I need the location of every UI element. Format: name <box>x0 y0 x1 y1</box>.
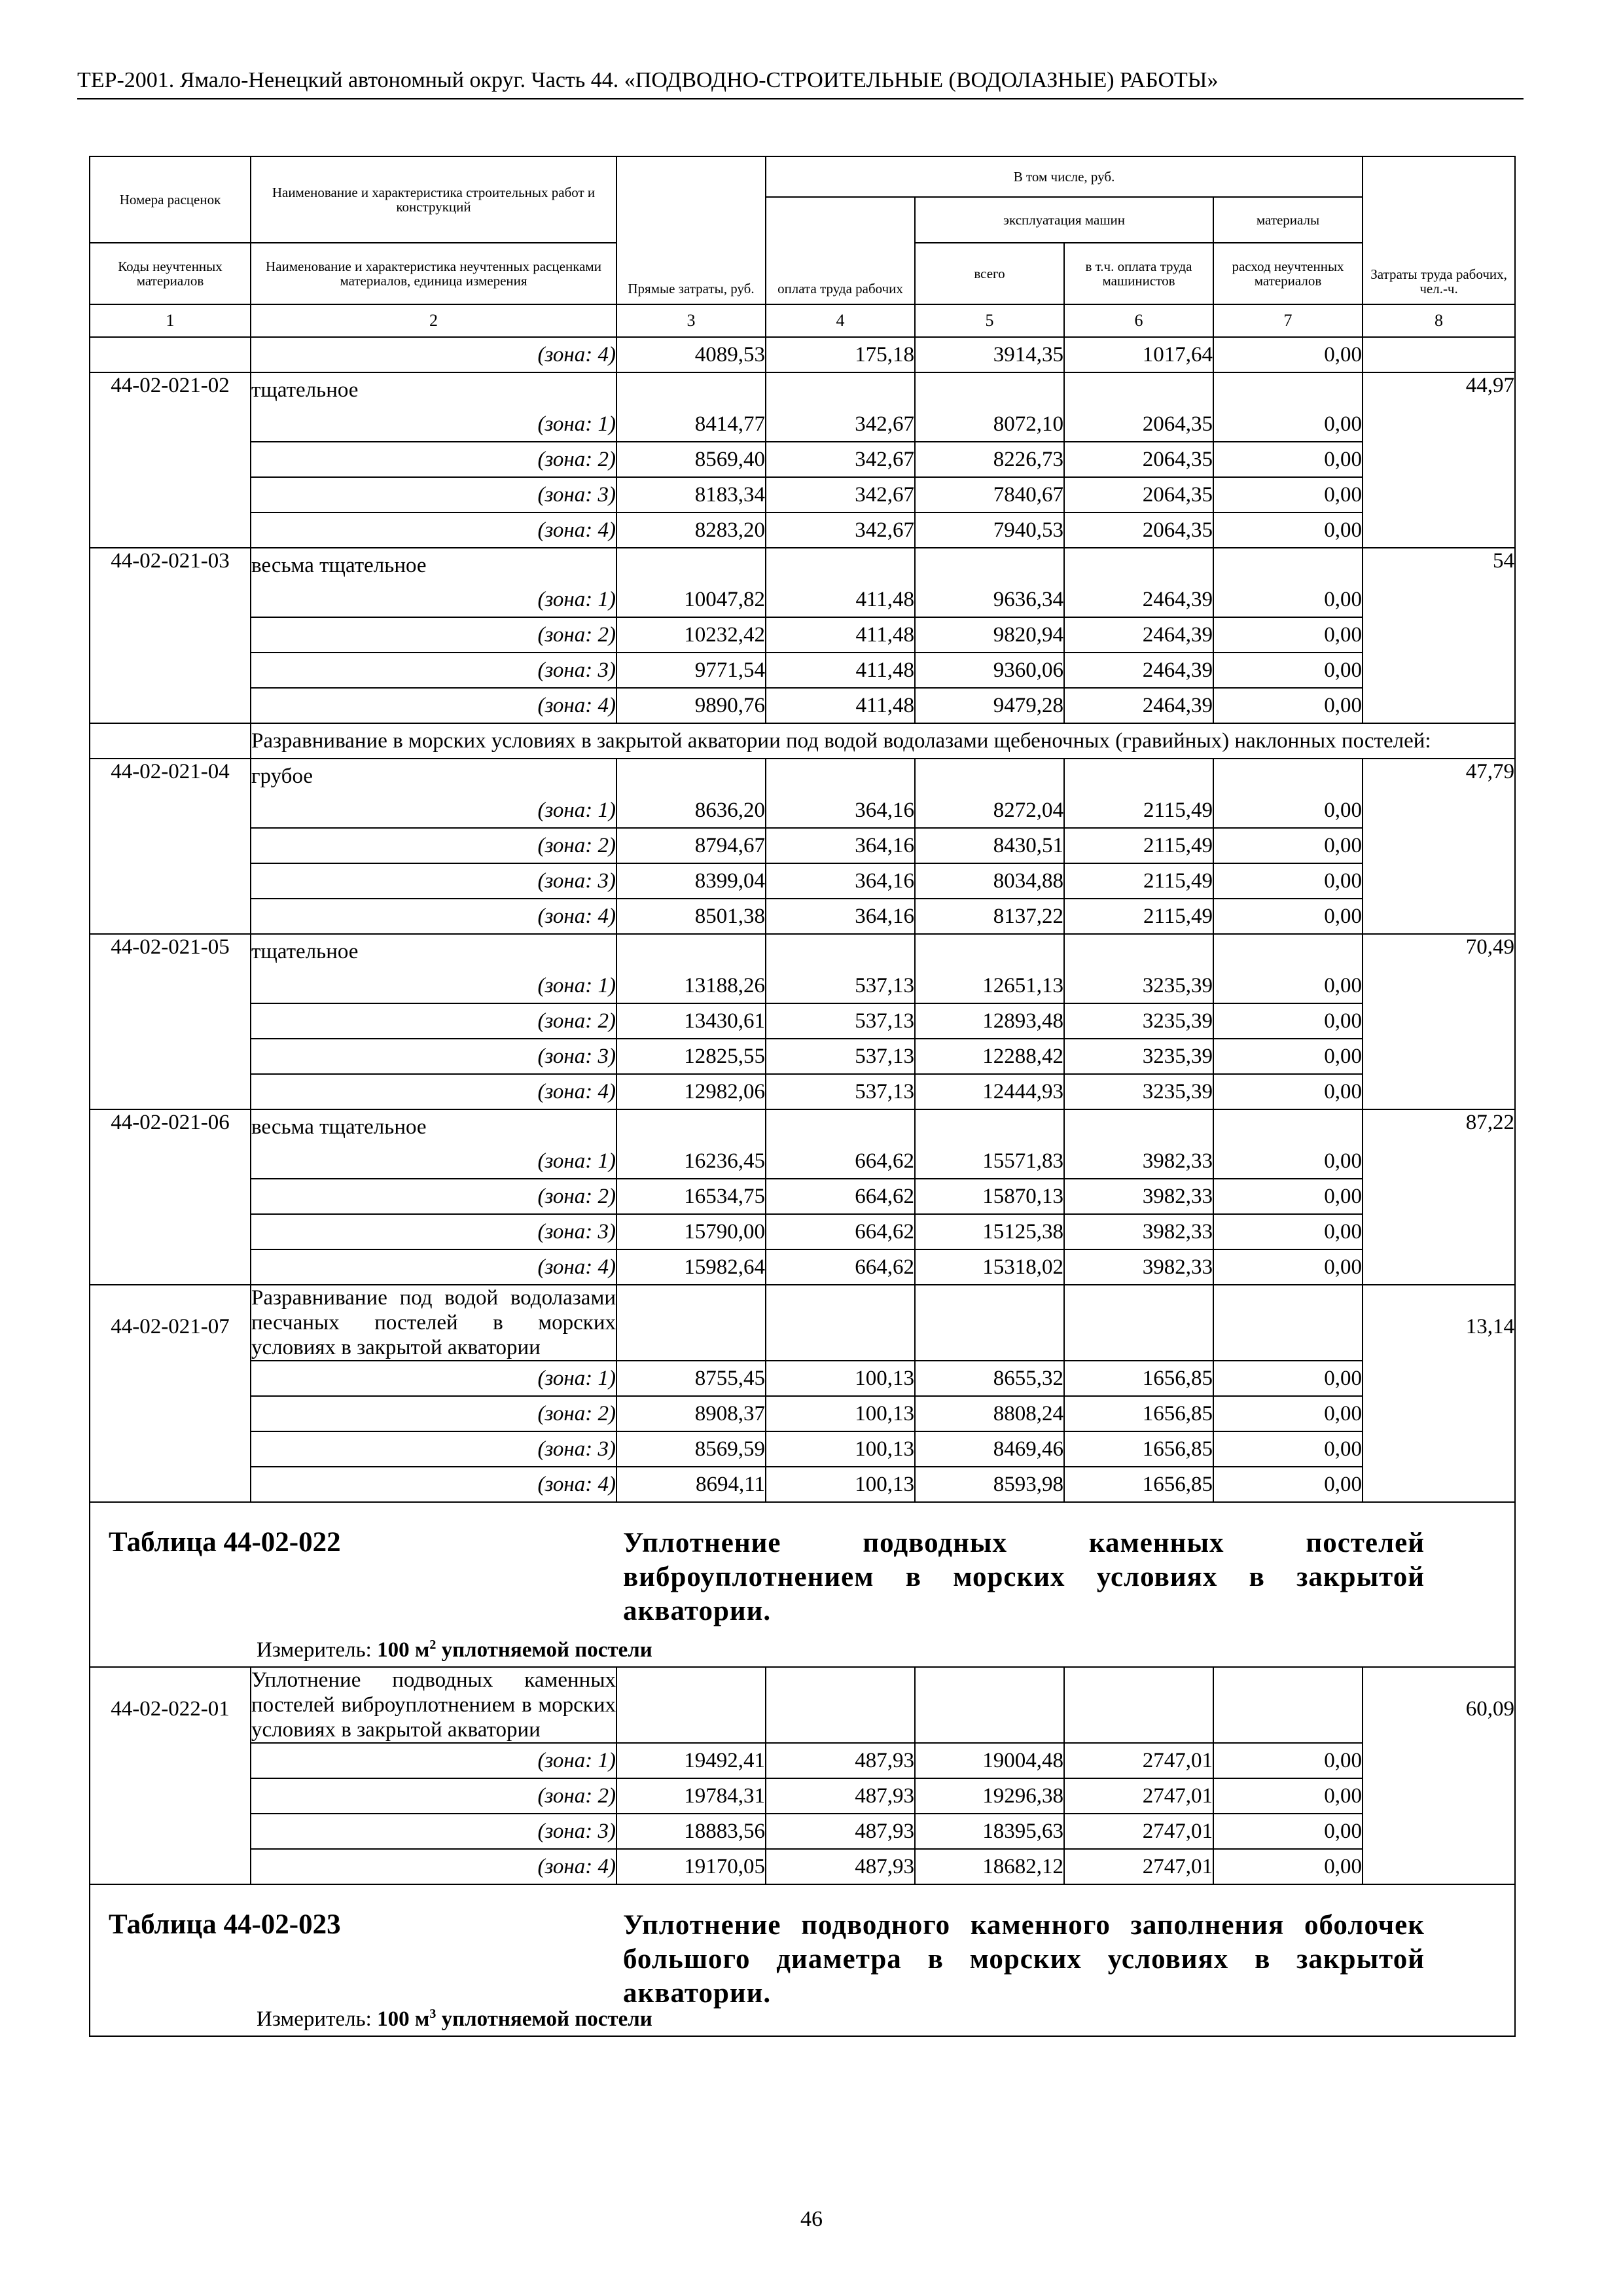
materials-cost: 0,00 <box>1213 583 1363 617</box>
machines-total: 18395,63 <box>915 1814 1064 1849</box>
zone-label: (зона: 1) <box>251 583 616 617</box>
column-numbers-row <box>90 304 1515 337</box>
labor-cost: 54 <box>1363 548 1515 723</box>
table-number: Таблица 44-02-022 <box>109 1527 341 1558</box>
materials-cost: 0,00 <box>1213 863 1363 899</box>
page-number: 46 <box>800 2207 823 2231</box>
zone-label: (зона: 3) <box>251 1814 616 1849</box>
machines-total: 18682,12 <box>915 1849 1064 1884</box>
materials-cost: 0,00 <box>1213 969 1363 1003</box>
table-row <box>90 1743 1515 1778</box>
machines-total: 15571,83 <box>915 1144 1064 1179</box>
table-row <box>90 1396 1515 1431</box>
zone-label: (зона: 2) <box>251 617 616 653</box>
rate-code: 44-02-022-01 <box>90 1667 251 1884</box>
zone-label: (зона: 4) <box>251 688 616 723</box>
table-heading-row <box>90 1884 1515 2036</box>
machinist-pay: 1656,85 <box>1064 1431 1213 1467</box>
labor-pay: 664,62 <box>766 1144 915 1179</box>
direct-costs: 8694,11 <box>616 1467 766 1502</box>
direct-costs: 19170,05 <box>616 1849 766 1884</box>
materials-cost: 0,00 <box>1213 793 1363 828</box>
table-row <box>90 759 1515 793</box>
machinist-pay: 2464,39 <box>1064 653 1213 688</box>
direct-costs: 13430,61 <box>616 1003 766 1039</box>
direct-costs: 8399,04 <box>616 863 766 899</box>
col2-header-top: Наименование и характеристика строительных работ и конструкций <box>251 156 616 243</box>
direct-costs: 19492,41 <box>616 1743 766 1778</box>
table-row <box>90 1144 1515 1179</box>
machinist-pay: 1017,64 <box>1064 337 1213 372</box>
table-row <box>90 1431 1515 1467</box>
zone-label: (зона: 1) <box>251 1361 616 1396</box>
materials-cost: 0,00 <box>1213 1179 1363 1214</box>
col5-header: всего <box>915 243 1064 304</box>
labor-pay: 342,67 <box>766 477 915 512</box>
col8-header: Затраты труда рабочих, чел.-ч. <box>1363 156 1515 304</box>
labor-pay: 342,67 <box>766 512 915 548</box>
machines-total: 15870,13 <box>915 1179 1064 1214</box>
col2-header-bottom: Наименование и характеристика неучтенных расценками материалов, единица измерения <box>251 243 616 304</box>
col6-header: в т.ч. оплата труда машинистов <box>1064 243 1213 304</box>
machinist-pay: 2747,01 <box>1064 1814 1213 1849</box>
table-number: Таблица 44-02-023 <box>109 1909 341 1940</box>
table-row <box>90 617 1515 653</box>
direct-costs: 8794,67 <box>616 828 766 863</box>
table-row <box>90 548 1515 583</box>
table-row <box>90 407 1515 442</box>
zone-label: (зона: 2) <box>251 1003 616 1039</box>
materials-cost: 0,00 <box>1213 1743 1363 1778</box>
zone-label: (зона: 4) <box>251 512 616 548</box>
labor-cost: 60,09 <box>1363 1667 1515 1884</box>
materials-cost: 0,00 <box>1213 653 1363 688</box>
materials-cost: 0,00 <box>1213 442 1363 477</box>
machinist-pay: 3235,39 <box>1064 969 1213 1003</box>
section-row <box>90 723 1515 759</box>
machines-total: 9360,06 <box>915 653 1064 688</box>
machines-total: 12288,42 <box>915 1039 1064 1074</box>
column-number: 5 <box>915 304 1064 337</box>
materials-cost: 0,00 <box>1213 1074 1363 1109</box>
zone-label: (зона: 2) <box>251 1396 616 1431</box>
machinist-pay: 3982,33 <box>1064 1214 1213 1249</box>
machinist-pay: 1656,85 <box>1064 1467 1213 1502</box>
machinist-pay: 2747,01 <box>1064 1743 1213 1778</box>
table-row <box>90 793 1515 828</box>
section-heading: Разравнивание в морских условиях в закрытой акватории под водой водолазами щебеночных (гравийных) наклонных постелей: <box>251 723 1515 759</box>
labor-pay: 537,13 <box>766 1003 915 1039</box>
col4-header: оплата труда рабочих <box>766 197 915 304</box>
labor-pay: 664,62 <box>766 1214 915 1249</box>
direct-costs: 8414,77 <box>616 407 766 442</box>
machines-total: 15318,02 <box>915 1249 1064 1285</box>
table-row <box>90 1074 1515 1109</box>
table-row <box>90 1814 1515 1849</box>
labor-cost: 13,14 <box>1363 1285 1515 1502</box>
machinist-pay: 2464,39 <box>1064 617 1213 653</box>
materials-cost: 0,00 <box>1213 828 1363 863</box>
rate-name: грубое <box>251 759 616 793</box>
table-row <box>90 583 1515 617</box>
zone-label: (зона: 4) <box>251 1467 616 1502</box>
materials-cost: 0,00 <box>1213 477 1363 512</box>
direct-costs: 15790,00 <box>616 1214 766 1249</box>
direct-costs: 15982,64 <box>616 1249 766 1285</box>
zone-label: (зона: 4) <box>251 1249 616 1285</box>
rate-code: 44-02-021-05 <box>90 934 251 1109</box>
col3-header: Прямые затраты, руб. <box>616 156 766 304</box>
machinist-pay: 3982,33 <box>1064 1249 1213 1285</box>
table-row <box>90 372 1515 407</box>
machines-total: 9636,34 <box>915 583 1064 617</box>
machinist-pay: 2747,01 <box>1064 1849 1213 1884</box>
table-row <box>90 1849 1515 1884</box>
materials-cost: 0,00 <box>1213 1431 1363 1467</box>
machines-total: 7840,67 <box>915 477 1064 512</box>
direct-costs: 8908,37 <box>616 1396 766 1431</box>
machinist-pay: 2064,35 <box>1064 407 1213 442</box>
zone-label: (зона: 2) <box>251 1179 616 1214</box>
zone-label: (зона: 3) <box>251 653 616 688</box>
machinist-pay: 2115,49 <box>1064 899 1213 934</box>
table-row <box>90 899 1515 934</box>
group-header: В том числе, руб. <box>766 156 1363 197</box>
rate-name: Уплотнение подводных каменных постелей виброуплотнением в морских условиях в закрытой акватории <box>251 1668 616 1742</box>
direct-costs: 10232,42 <box>616 617 766 653</box>
rate-name: весьма тщательное <box>251 548 616 583</box>
materials-cost: 0,00 <box>1213 337 1363 372</box>
zone-label: (зона: 1) <box>251 969 616 1003</box>
table-row <box>90 1003 1515 1039</box>
machines-total: 8272,04 <box>915 793 1064 828</box>
labor-pay: 342,67 <box>766 442 915 477</box>
zone-label: (зона: 1) <box>251 1743 616 1778</box>
materials-cost: 0,00 <box>1213 1814 1363 1849</box>
machines-total: 19004,48 <box>915 1743 1064 1778</box>
labor-pay: 364,16 <box>766 793 915 828</box>
materials-cost: 0,00 <box>1213 1467 1363 1502</box>
zone-label: (зона: 4) <box>251 1074 616 1109</box>
rates-table <box>89 156 1516 2037</box>
running-header: ТЕР-2001. Ямало-Ненецкий автономный округ. Часть 44. «ПОДВОДНО-СТРОИТЕЛЬНЫЕ (ВОДОЛАЗНЫЕ) РАБОТЫ» <box>77 68 1524 99</box>
table-row <box>90 1778 1515 1814</box>
table-row <box>90 512 1515 548</box>
zone-label: (зона: 1) <box>251 407 616 442</box>
table-row <box>90 1467 1515 1502</box>
zone-label: (зона: 3) <box>251 1039 616 1074</box>
rate-code: 44-02-021-02 <box>90 372 251 548</box>
labor-pay: 411,48 <box>766 617 915 653</box>
direct-costs: 19784,31 <box>616 1778 766 1814</box>
materials-cost: 0,00 <box>1213 1396 1363 1431</box>
labor-pay: 364,16 <box>766 899 915 934</box>
direct-costs: 10047,82 <box>616 583 766 617</box>
direct-costs: 9771,54 <box>616 653 766 688</box>
table-row <box>90 1285 1515 1361</box>
table-row <box>90 1249 1515 1285</box>
machines-total: 8808,24 <box>915 1396 1064 1431</box>
table-row <box>90 442 1515 477</box>
labor-pay: 364,16 <box>766 863 915 899</box>
column-number: 2 <box>251 304 616 337</box>
zone-label: (зона: 4) <box>251 899 616 934</box>
zone-label: (зона: 4) <box>251 1849 616 1884</box>
direct-costs: 13188,26 <box>616 969 766 1003</box>
machinist-pay: 1656,85 <box>1064 1396 1213 1431</box>
zone-label: (зона: 3) <box>251 1214 616 1249</box>
table-row <box>90 1109 1515 1144</box>
labor-cost: 44,97 <box>1363 372 1515 548</box>
labor-pay: 411,48 <box>766 688 915 723</box>
machines-total: 9820,94 <box>915 617 1064 653</box>
direct-costs: 16236,45 <box>616 1144 766 1179</box>
machines-total: 19296,38 <box>915 1778 1064 1814</box>
materials-cost: 0,00 <box>1213 1144 1363 1179</box>
machines-total: 8034,88 <box>915 863 1064 899</box>
zone-label: (зона: 2) <box>251 442 616 477</box>
materials-cost: 0,00 <box>1213 1214 1363 1249</box>
rate-name: весьма тщательное <box>251 1109 616 1144</box>
table-row <box>90 1667 1515 1743</box>
rate-name: тщательное <box>251 372 616 407</box>
materials-cost: 0,00 <box>1213 1003 1363 1039</box>
direct-costs: 4089,53 <box>616 337 766 372</box>
table-row <box>90 934 1515 969</box>
zone-label: (зона: 2) <box>251 1778 616 1814</box>
zone-label: (зона: 1) <box>251 1144 616 1179</box>
machinist-pay: 2064,35 <box>1064 512 1213 548</box>
direct-costs: 8183,34 <box>616 477 766 512</box>
machines-total: 8137,22 <box>915 899 1064 934</box>
direct-costs: 9890,76 <box>616 688 766 723</box>
machinist-pay: 3235,39 <box>1064 1074 1213 1109</box>
machinist-pay: 2115,49 <box>1064 793 1213 828</box>
machines-total: 3914,35 <box>915 337 1064 372</box>
machinist-pay: 2115,49 <box>1064 828 1213 863</box>
machines-total: 12893,48 <box>915 1003 1064 1039</box>
machines-total: 8469,46 <box>915 1431 1064 1467</box>
table-row <box>90 688 1515 723</box>
machines-total: 9479,28 <box>915 688 1064 723</box>
materials-cost: 0,00 <box>1213 1361 1363 1396</box>
machinist-pay: 2747,01 <box>1064 1778 1213 1814</box>
column-number: 4 <box>766 304 915 337</box>
direct-costs: 8569,59 <box>616 1431 766 1467</box>
materials-cost: 0,00 <box>1213 407 1363 442</box>
labor-pay: 664,62 <box>766 1249 915 1285</box>
col1-header-bottom: Коды неучтенных материалов <box>90 243 251 304</box>
machinist-pay: 2115,49 <box>1064 863 1213 899</box>
machines-header: эксплуатация машин <box>915 197 1213 243</box>
zone-label: (зона: 2) <box>251 828 616 863</box>
table-row <box>90 337 1515 372</box>
direct-costs: 8755,45 <box>616 1361 766 1396</box>
zone-label: (зона: 3) <box>251 863 616 899</box>
table-row <box>90 1361 1515 1396</box>
measurement-unit: Измеритель: 100 $м^3$ уплотняемой постели <box>257 2007 652 2031</box>
rate-code: 44-02-021-03 <box>90 548 251 723</box>
materials-cost: 0,00 <box>1213 617 1363 653</box>
machinist-pay: 3982,33 <box>1064 1144 1213 1179</box>
column-number: 7 <box>1213 304 1363 337</box>
direct-costs: 16534,75 <box>616 1179 766 1214</box>
materials-cost: 0,00 <box>1213 1039 1363 1074</box>
col7-header: расход неучтенных материалов <box>1213 243 1363 304</box>
table-row <box>90 969 1515 1003</box>
machinist-pay: 3982,33 <box>1064 1179 1213 1214</box>
materials-header: материалы <box>1213 197 1363 243</box>
machines-total: 8655,32 <box>915 1361 1064 1396</box>
machinist-pay: 2064,35 <box>1064 477 1213 512</box>
labor-pay: 487,93 <box>766 1814 915 1849</box>
labor-pay: 411,48 <box>766 583 915 617</box>
machinist-pay: 2464,39 <box>1064 583 1213 617</box>
table-title: Уплотнение подводных каменных постелей виброуплотнением в морских условиях в закрытой акватории. <box>623 1528 1425 1626</box>
labor-pay: 100,13 <box>766 1467 915 1502</box>
materials-cost: 0,00 <box>1213 1249 1363 1285</box>
zone-label: (зона: 1) <box>251 793 616 828</box>
rate-name: тщательное <box>251 934 616 969</box>
materials-cost: 0,00 <box>1213 1778 1363 1814</box>
labor-pay: 487,93 <box>766 1743 915 1778</box>
labor-pay: 411,48 <box>766 653 915 688</box>
labor-pay: 342,67 <box>766 407 915 442</box>
machinist-pay: 1656,85 <box>1064 1361 1213 1396</box>
zone-label: (зона: 4) <box>251 337 616 372</box>
zone-label: (зона: 3) <box>251 477 616 512</box>
direct-costs: 8569,40 <box>616 442 766 477</box>
machinist-pay: 2464,39 <box>1064 688 1213 723</box>
column-number: 3 <box>616 304 766 337</box>
table-row <box>90 653 1515 688</box>
labor-pay: 487,93 <box>766 1849 915 1884</box>
machines-total: 8226,73 <box>915 442 1064 477</box>
direct-costs: 8636,20 <box>616 793 766 828</box>
direct-costs: 12825,55 <box>616 1039 766 1074</box>
materials-cost: 0,00 <box>1213 688 1363 723</box>
column-number: 1 <box>90 304 251 337</box>
zone-label: (зона: 3) <box>251 1431 616 1467</box>
rate-code: 44-02-021-07 <box>90 1285 251 1502</box>
machines-total: 8072,10 <box>915 407 1064 442</box>
table-row <box>90 477 1515 512</box>
labor-pay: 537,13 <box>766 1039 915 1074</box>
machinist-pay: 3235,39 <box>1064 1039 1213 1074</box>
machines-total: 15125,38 <box>915 1214 1064 1249</box>
labor-pay: 487,93 <box>766 1778 915 1814</box>
direct-costs: 18883,56 <box>616 1814 766 1849</box>
machines-total: 8593,98 <box>915 1467 1064 1502</box>
column-number: 6 <box>1064 304 1213 337</box>
labor-pay: 100,13 <box>766 1396 915 1431</box>
direct-costs: 8283,20 <box>616 512 766 548</box>
labor-cost: 47,79 <box>1363 759 1515 934</box>
table-heading-row <box>90 1502 1515 1667</box>
table-title: Уплотнение подводного каменного заполнения оболочек большого диаметра в морских условиях в закрытой акватории. <box>623 1910 1425 2009</box>
labor-pay: 537,13 <box>766 1074 915 1109</box>
machines-total: 8430,51 <box>915 828 1064 863</box>
rate-name: Разравнивание под водой водолазами песчаных постелей в морских условиях в закрытой акватории <box>251 1286 616 1359</box>
table-row <box>90 863 1515 899</box>
machines-total: 12651,13 <box>915 969 1064 1003</box>
table-row <box>90 828 1515 863</box>
rate-code: 44-02-021-06 <box>90 1109 251 1285</box>
table-row <box>90 1214 1515 1249</box>
column-number: 8 <box>1363 304 1515 337</box>
machines-total: 7940,53 <box>915 512 1064 548</box>
materials-cost: 0,00 <box>1213 1849 1363 1884</box>
materials-cost: 0,00 <box>1213 899 1363 934</box>
labor-pay: 664,62 <box>766 1179 915 1214</box>
machinist-pay: 2064,35 <box>1064 442 1213 477</box>
labor-cost: 87,22 <box>1363 1109 1515 1285</box>
direct-costs: 12982,06 <box>616 1074 766 1109</box>
col1-header-top: Номера расценок <box>90 156 251 243</box>
machinist-pay: 3235,39 <box>1064 1003 1213 1039</box>
labor-pay: 175,18 <box>766 337 915 372</box>
measurement-unit: Измеритель: 100 $м^2$ уплотняемой постели <box>257 1638 652 1662</box>
labor-cost: 70,49 <box>1363 934 1515 1109</box>
machines-total: 12444,93 <box>915 1074 1064 1109</box>
labor-pay: 364,16 <box>766 828 915 863</box>
labor-pay: 100,13 <box>766 1431 915 1467</box>
table-row <box>90 1039 1515 1074</box>
direct-costs: 8501,38 <box>616 899 766 934</box>
rate-code: 44-02-021-04 <box>90 759 251 934</box>
labor-pay: 100,13 <box>766 1361 915 1396</box>
table-row <box>90 1179 1515 1214</box>
labor-pay: 537,13 <box>766 969 915 1003</box>
materials-cost: 0,00 <box>1213 512 1363 548</box>
